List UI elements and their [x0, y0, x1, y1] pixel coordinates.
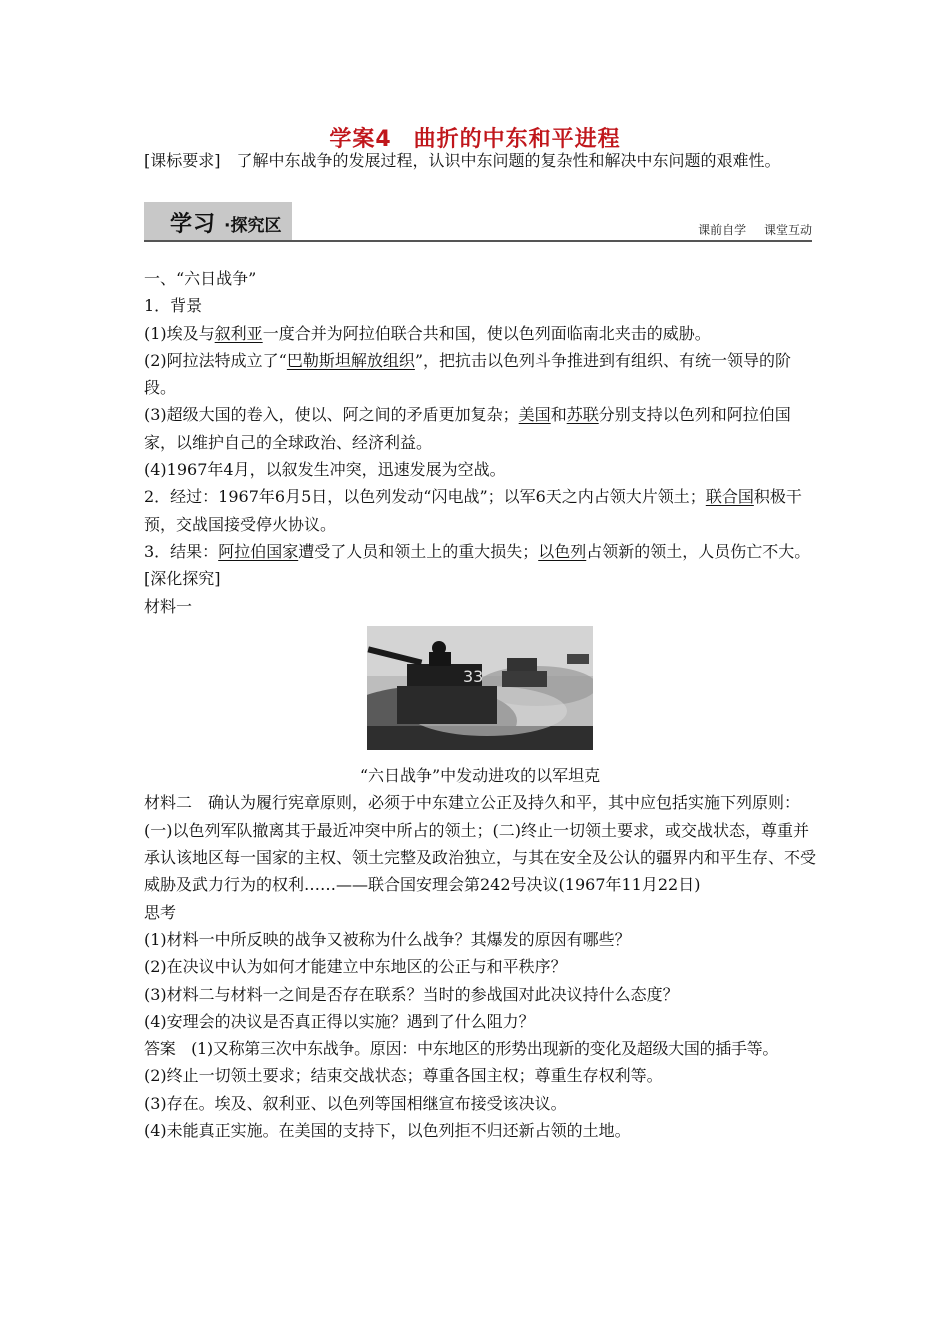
question-1: (1)材料一中所反映的战争又被称为什么战争？其爆发的原因有哪些？: [144, 929, 631, 949]
answer-2: (2)终止一切领土要求；结束交战状态；尊重各国主权；尊重生存权利等。: [144, 1066, 663, 1086]
curriculum-text: 了解中东战争的发展过程，认识中东问题的复杂性和解决中东问题的艰难性。: [236, 151, 781, 170]
material-1-label: 材料一: [144, 596, 193, 616]
banner-tanjiu: ·探究区: [224, 216, 282, 236]
answer-1: 答案 (1)又称第三次中东战争。原因：中东地区的形势出现新的变化及超级大国的插手等。: [144, 1039, 779, 1059]
question-4: (4)安理会的决议是否真正得以实施？遇到了什么阻力？: [144, 1011, 535, 1031]
curriculum-requirement: [144, 148, 824, 174]
main-content: [144, 265, 816, 1144]
title-number: 学案4: [329, 127, 392, 152]
deep-inquiry-heading: [深化探究]: [144, 569, 221, 589]
background-item-3: (3)超级大国的卷入，使以、阿之间的矛盾更加复杂；美国和苏联分别支持以色列和阿拉伯国家，以维护自己的全球政治、经济利益。: [144, 405, 791, 452]
background-item-4: (4)1967年4月，以叙发生冲突，迅速发展为空战。: [144, 460, 506, 480]
curriculum-tag: [课标要求]: [144, 151, 221, 170]
material-2: 材料二 确认为履行宪章原则，必须于中东建立公正及持久和平，其中应包括实施下列原则：(一)以色列军队撤离其于最近冲突中所占的领土；(二)终止一切领土要求，或交战状态，尊重并承认该地区每一国家的主权、领土完整及政治独立，与其在安全及公认的疆界内和平生存、不受威胁及武力行为的权利……——联合国安理会第242号决议(1967年11月22日): [144, 793, 817, 895]
tank-photo: [367, 626, 593, 750]
result-paragraph: 3．结果：阿拉伯国家遭受了人员和领土上的重大损失；以色列占领新的领土，人员伤亡不大。: [144, 541, 811, 561]
figure-caption: “六日战争”中发动进攻的以军坦克: [359, 766, 601, 786]
svg-text:33: 33: [463, 666, 484, 686]
banner-rule: [144, 240, 812, 242]
banner-tag-self-study: 课前自学: [698, 223, 747, 237]
process-paragraph: 2．经过：1967年6月5日，以色列发动“闪电战”；以军6天之内占领大片领土；联合国积极干预，交战国接受停火协议。: [144, 487, 802, 534]
section-heading: 一、“六日战争”: [144, 269, 257, 288]
tank-figure: [144, 626, 816, 790]
answer-4: (4)未能真正实施。在美国的支持下，以色列拒不归还新占领的土地。: [144, 1121, 631, 1141]
section-banner: [144, 202, 812, 242]
banner-tag-interaction: 课堂互动: [763, 223, 812, 237]
question-2: (2)在决议中认为如何才能建立中东地区的公正与和平秩序？: [144, 957, 567, 977]
answer-3: (3)存在。埃及、叙利亚、以色列等国相继宣布接受该决议。: [144, 1093, 567, 1113]
title-text: 曲折的中东和平进程: [413, 127, 621, 152]
question-3: (3)材料二与材料一之间是否存在联系？当时的参战国对此决议持什么态度？: [144, 984, 679, 1004]
banner-xuexi: 学习: [170, 212, 217, 237]
banner-tags: [684, 221, 812, 238]
background-item-2: (2)阿拉法特成立了“巴勒斯坦解放组织”，把抗击以色列斗争推进到有组织、有统一领导的阶段。: [144, 350, 792, 398]
background-item-1: (1)埃及与叙利亚一度合并为阿拉伯联合共和国，使以色列面临南北夹击的威胁。: [144, 323, 711, 343]
background-heading: 1．背景: [144, 296, 203, 316]
think-heading: 思考: [144, 902, 177, 922]
